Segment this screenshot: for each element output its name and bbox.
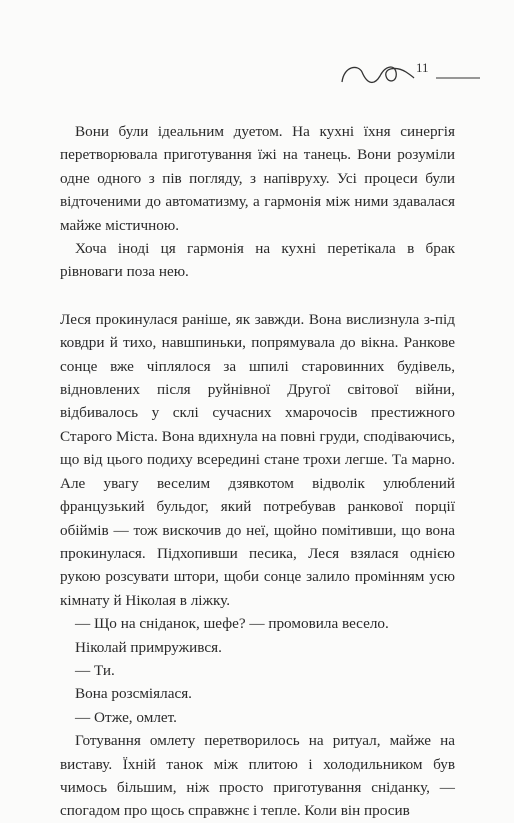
section-break	[60, 284, 455, 308]
paragraph: Хоча іноді ця гармонія на кухні перетікала в брак рівноваги поза нею.	[60, 240, 455, 281]
paragraph: Готування омлету перетворилось на ритуал, майже на виставу. Їхній танок між плитою і холодильником був чимось більшим, ніж просто приготування сніданку, — спогадом про щось справжнє і тепле. Коли він просив	[60, 732, 455, 820]
paragraph: Вони були ідеальним дуетом. На кухні їхня синергія перетворювала приготування їжі на танець. Вони розуміли одне одного з пів погляду, з напівруху. Усі процеси були відточеними до автоматизму, а гармонія між ними здавалася майже містичною.	[60, 123, 455, 234]
dialogue-line: — Ти.	[75, 661, 115, 679]
paragraph: Ніколай примружився.	[75, 638, 222, 656]
paragraph: Вона розсміялася.	[75, 685, 192, 703]
dialogue-line: — Що на сніданок, шефе? — промовила весело.	[75, 615, 389, 633]
page-body	[60, 120, 455, 823]
flourish-icon	[340, 52, 480, 92]
page-number: 11	[416, 60, 429, 75]
paragraph: Леся прокинулася раніше, як завжди. Вона вислизнула з-під ковдри й тихо, навшпиньки, попрямувала до вікна. Ранкове сонце вже чіплялося за шпилі старовинних будівель, відновлених після руйнівної Другої світової війни, відбивалось у склі сучасних хмарочосів престижного Старого Міста. Вона вдихнула на повні груди, сподіваючись, що від цього подиху всередині стане трохи легше. Та марно. Але увагу веселим дзявкотом відволік улюблений французький бульдог, який потребував ранкової порції обіймів — тож вискочив до неї, щойно помітивши, що вона прокинулася. Підхопивши песика, Леся взялася однією рукою розсувати штори, щоби сонце залило промінням усю кімнату й Ніколая в ліжку.	[60, 310, 455, 609]
page-header	[340, 52, 480, 92]
dialogue-line: — Отже, омлет.	[75, 708, 177, 726]
